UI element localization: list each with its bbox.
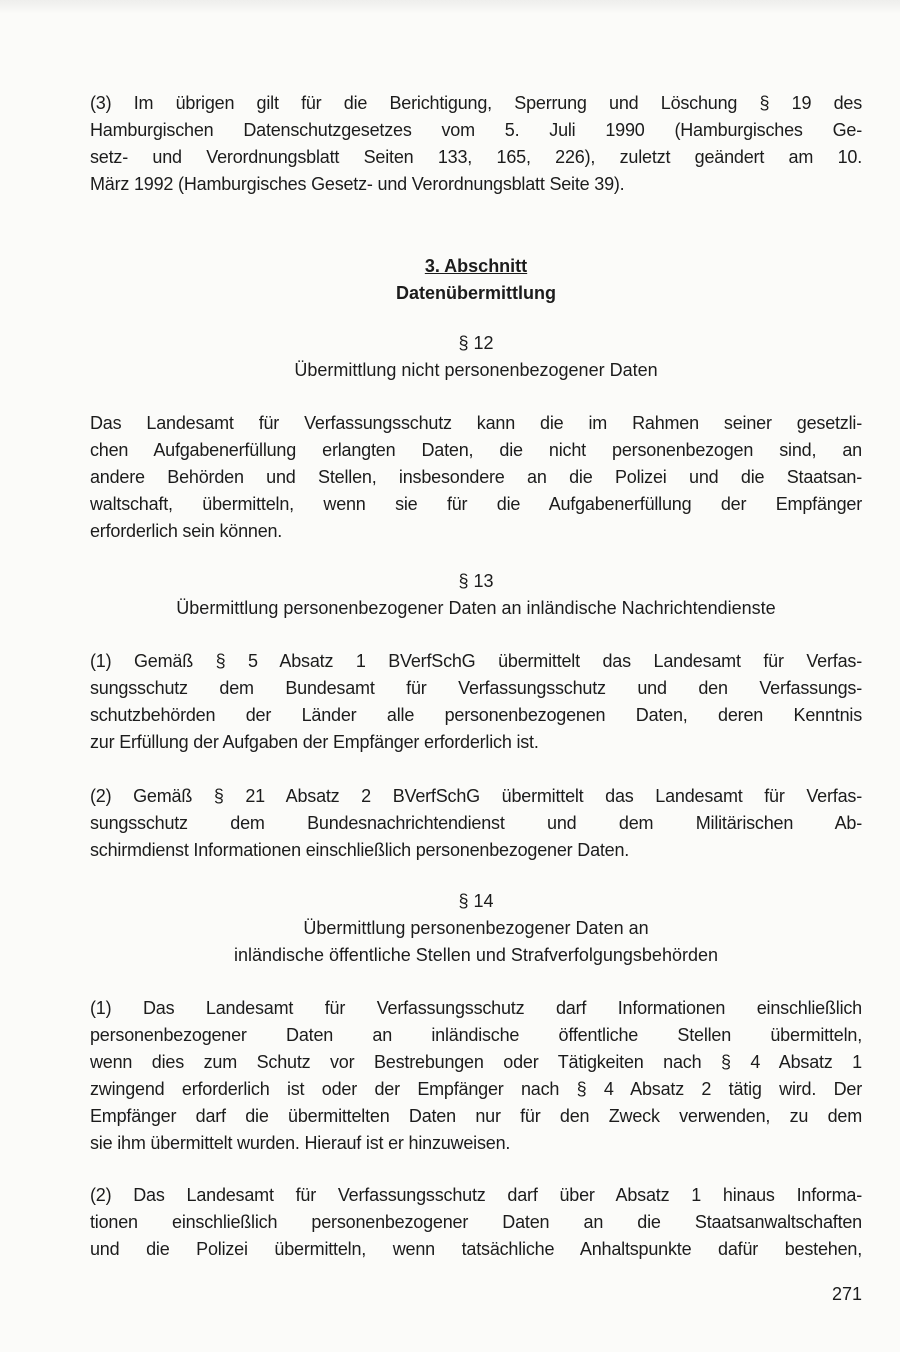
s14-title-line: Übermittlung personenbezogener Daten an — [303, 918, 649, 938]
text-line: andere Behörden und Stellen, insbesondere an die Polizei und die Staatsan- — [90, 467, 862, 487]
section-title: Datenübermittlung — [396, 283, 556, 303]
s13-paragraph-2 — [90, 783, 862, 864]
page-number: 271 — [831, 1284, 862, 1304]
s12-title: Übermittlung nicht personenbezogener Daten — [294, 360, 658, 380]
s13-title: Übermittlung personenbezogener Daten an inländische Nachrichtendienste — [176, 598, 776, 618]
text-line: wenn dies zum Schutz vor Bestrebungen oder Tätigkeiten nach § 4 Absatz 1 — [90, 1052, 862, 1072]
s13-number: § 13 — [458, 571, 494, 591]
text-line: waltschaft, übermitteln, wenn sie für die Aufgabenerfüllung der Empfänger — [90, 494, 862, 514]
text-line: schirmdienst Informationen einschließlich personenbezogener Daten. — [90, 840, 630, 860]
text-line: und die Polizei übermitteln, wenn tatsächliche Anhaltspunkte dafür bestehen, — [90, 1239, 862, 1259]
text-line: (1) Gemäß § 5 Absatz 1 BVerfSchG übermittelt das Landesamt für Verfas- — [90, 651, 862, 671]
text-line: zwingend erforderlich ist oder der Empfänger nach § 4 Absatz 2 tätig wird. Der — [90, 1079, 862, 1099]
s14-number: § 14 — [458, 891, 494, 911]
s14-paragraph-1 — [90, 995, 862, 1157]
text-line: (2) Gemäß § 21 Absatz 2 BVerfSchG übermittelt das Landesamt für Verfas- — [90, 786, 862, 806]
text-line: sungsschutz dem Bundesamt für Verfassungsschutz und den Verfassungs- — [90, 678, 862, 698]
text-line: setz- und Verordnungsblatt Seiten 133, 165, 226), zuletzt geändert am 10. — [90, 147, 862, 167]
text-line: schutzbehörden der Länder alle personenbezogenen Daten, deren Kenntnis — [90, 705, 862, 725]
text-line: tionen einschließlich personenbezogener Daten an die Staatsanwaltschaften — [90, 1212, 862, 1232]
s12-number: § 12 — [458, 333, 494, 353]
s14-paragraph-2 — [90, 1182, 862, 1263]
paragraph-11-3 — [90, 90, 862, 198]
text-line: (2) Das Landesamt für Verfassungsschutz darf über Absatz 1 hinaus Informa- — [90, 1185, 862, 1205]
scan-edge — [0, 0, 900, 14]
text-line: chen Aufgabenerfüllung erlangten Daten, die nicht personenbezogen sind, an — [90, 440, 862, 460]
s14-title-line: inländische öffentliche Stellen und Strafverfolgungsbehörden — [233, 945, 718, 965]
text-line: Empfänger darf die übermittelten Daten nur für den Zweck verwenden, zu dem — [90, 1106, 862, 1126]
text-line: personenbezogener Daten an inländische öffentliche Stellen übermitteln, — [90, 1025, 862, 1045]
section-number — [90, 253, 862, 280]
section-number-text: 3. Abschnitt — [424, 256, 528, 276]
text-line: Das Landesamt für Verfassungsschutz kann die im Rahmen seiner gesetzli- — [90, 413, 862, 433]
text-line: sungsschutz dem Bundesnachrichtendienst und dem Militärischen Ab- — [90, 813, 862, 833]
text-line: zur Erfüllung der Aufgaben der Empfänger erforderlich ist. — [90, 732, 539, 752]
text-line: Hamburgischen Datenschutzgesetzes vom 5. Juli 1990 (Hamburgisches Ge- — [90, 120, 862, 140]
text-line: erforderlich sein können. — [90, 521, 283, 541]
text-line: (3) Im übrigen gilt für die Berichtigung, Sperrung und Löschung § 19 des — [90, 93, 862, 113]
text-line: März 1992 (Hamburgisches Gesetz- und Verordnungsblatt Seite 39). — [90, 174, 625, 194]
text-line: sie ihm übermittelt wurden. Hierauf ist er hinzuweisen. — [90, 1133, 511, 1153]
s12-paragraph — [90, 410, 862, 545]
s13-paragraph-1 — [90, 648, 862, 756]
text-line: (1) Das Landesamt für Verfassungsschutz darf Informationen einschließlich — [90, 998, 862, 1018]
